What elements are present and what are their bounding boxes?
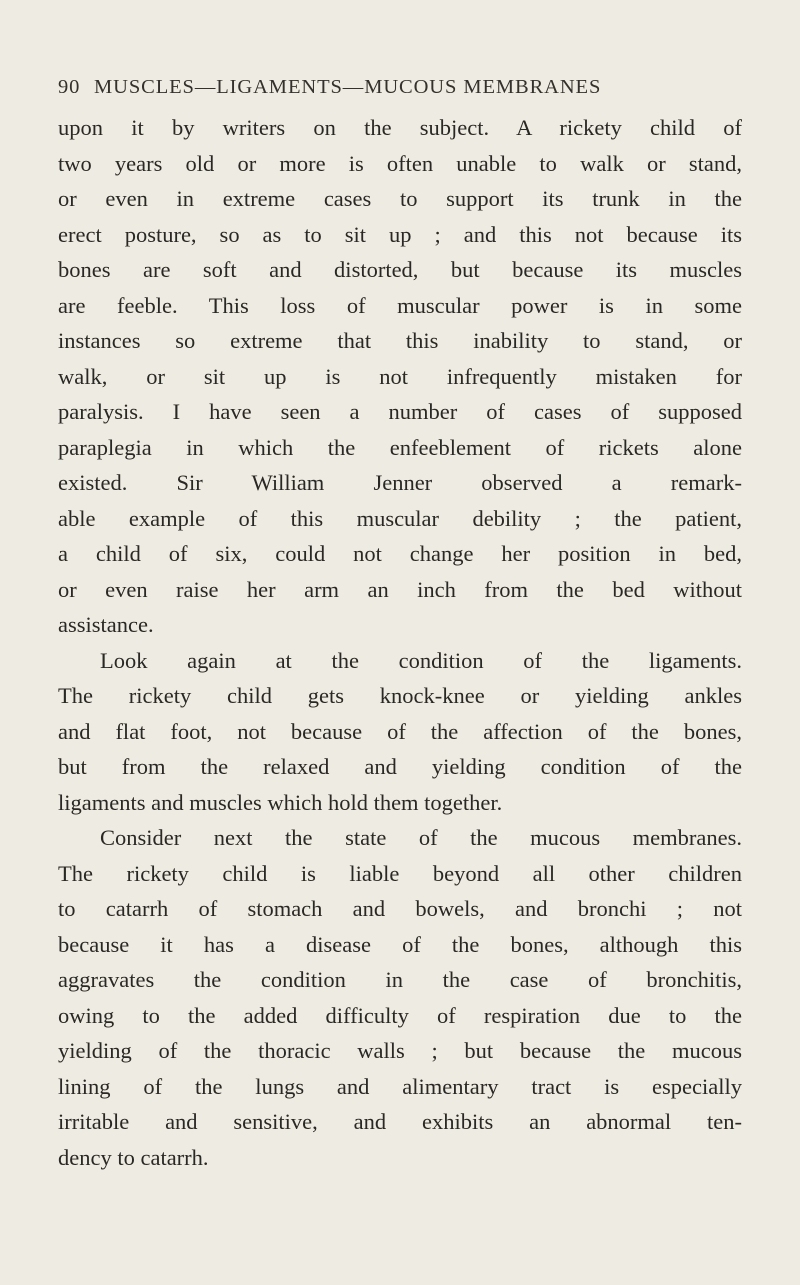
text-line: ligaments and muscles which hold them together. <box>58 789 503 815</box>
paragraph-muscles <box>58 110 742 643</box>
paragraph-mucous-membranes <box>58 820 742 1175</box>
body-text <box>58 110 742 1175</box>
text-line: upon it by writers on the subject. A rickety child of <box>58 115 742 140</box>
text-line: but from the relaxed and yielding condition of the <box>58 754 742 779</box>
text-line: and flat foot, not because of the affection of the bones, <box>58 718 742 744</box>
text-line: instances so extreme that this inability to stand, or <box>58 328 742 353</box>
text-line: Consider next the state of the mucous membranes. <box>100 825 742 850</box>
text-line: Look again at the condition of the ligaments. <box>100 647 742 673</box>
text-line: erect posture, so as to sit up ; and this not because its <box>58 221 742 247</box>
running-title: MUSCLES—LIGAMENTS—MUCOUS MEMBRANES <box>94 76 602 98</box>
text-line: paraplegia in which the enfeeblement of rickets alone <box>58 434 742 460</box>
paragraph-ligaments <box>58 643 742 821</box>
text-line: The rickety child gets knock-knee or yielding ankles <box>58 683 742 708</box>
text-line: a child of six, could not change her position in bed, <box>58 541 742 566</box>
text-line: owing to the added difficulty of respiration due to the <box>58 1002 742 1028</box>
page-number: 90 <box>58 76 81 98</box>
text-line: or even in extreme cases to support its trunk in the <box>58 186 742 211</box>
text-line: or even raise her arm an inch from the bed without <box>58 576 742 602</box>
text-line: bones are soft and distorted, but because its muscles <box>58 257 742 282</box>
text-line: paralysis. I have seen a number of cases of supposed <box>58 399 742 424</box>
running-header <box>58 76 718 99</box>
text-line: assistance. <box>58 612 154 637</box>
text-line: walk, or sit up is not infrequently mistaken for <box>58 363 742 389</box>
text-line: two years old or more is often unable to walk or stand, <box>58 150 742 176</box>
text-line: because it has a disease of the bones, although this <box>58 931 742 957</box>
text-line: able example of this muscular debility ; the patient, <box>58 505 742 531</box>
text-line: yielding of the thoracic walls ; but because the mucous <box>58 1038 742 1063</box>
text-line: are feeble. This loss of muscular power is in some <box>58 292 742 318</box>
text-line: The rickety child is liable beyond all other children <box>58 860 742 886</box>
text-line: to catarrh of stomach and bowels, and bronchi ; not <box>58 896 742 921</box>
text-line: dency to catarrh. <box>58 1144 209 1170</box>
text-line: irritable and sensitive, and exhibits an abnormal ten- <box>58 1109 742 1134</box>
text-line: aggravates the condition in the case of bronchitis, <box>58 967 742 992</box>
text-line: lining of the lungs and alimentary tract is especially <box>58 1073 742 1099</box>
text-line: existed. Sir William Jenner observed a remark- <box>58 470 742 495</box>
